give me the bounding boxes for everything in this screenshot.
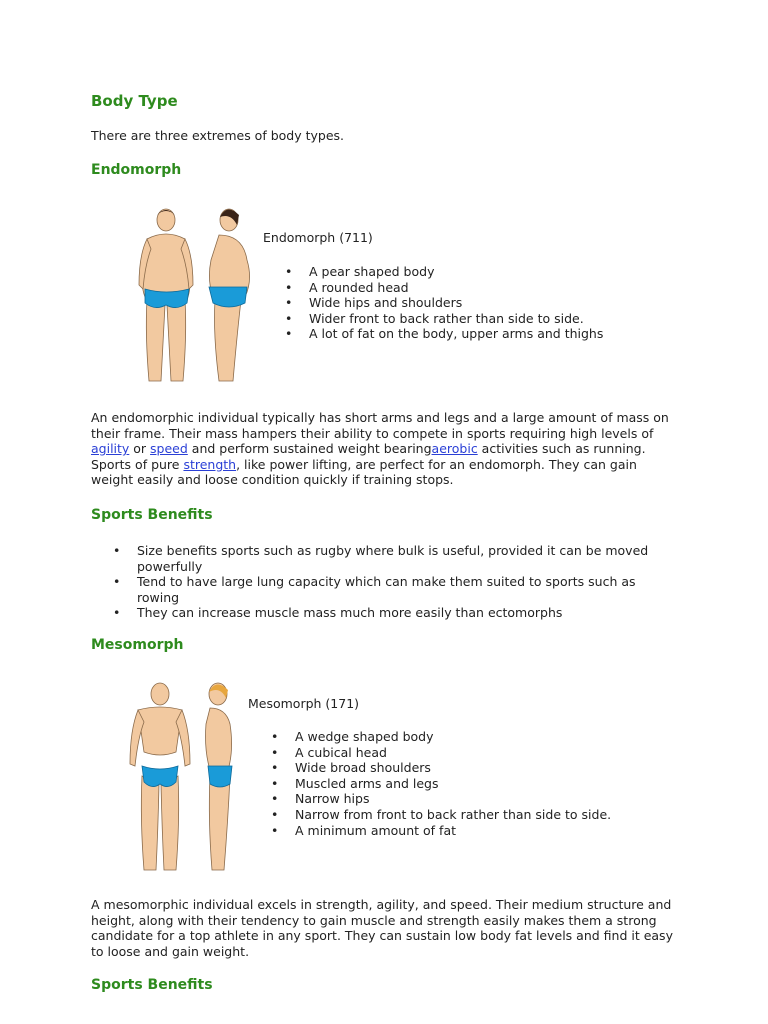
aerobic-link[interactable]: aerobic xyxy=(431,441,478,457)
text-span: An endomorphic individual typically has short arms and legs and a large amount of mass on their frame. Their mass hampers their ability to compete in sports requiring high levels of xyxy=(91,410,669,441)
endomorph-caption: Endomorph (711) xyxy=(263,230,373,245)
endomorph-benefits-list xyxy=(111,543,681,621)
speed-link[interactable]: speed xyxy=(150,441,188,457)
list-item: • Wide broad shoulders xyxy=(269,760,611,776)
mesomorph-description: A mesomorphic individual excels in strength, agility, and speed. Their medium structure and height, along with their tendency to gain muscle and strength easily makes them a strong candidate for a top athlete in any sport. They can sustain low body fat levels and find it easy to loose and gain weight. xyxy=(91,897,673,959)
endomorph-benefits-heading: Sports Benefits xyxy=(91,507,213,523)
list-item: • A pear shaped body xyxy=(283,264,603,280)
list-item: • Tend to have large lung capacity which can make them suited to sports such as rowing xyxy=(111,574,681,605)
list-item: • Narrow from front to back rather than side to side. xyxy=(269,807,611,823)
text-span: activities such as running. Sports of pure xyxy=(91,441,646,472)
list-item: • A cubical head xyxy=(269,745,611,761)
mesomorph-benefits-heading: Sports Benefits xyxy=(91,977,213,993)
page-title: Body Type xyxy=(91,92,178,110)
list-item: • They can increase muscle mass much more easily than ectomorphs xyxy=(111,605,681,621)
agility-link[interactable]: agility xyxy=(91,441,130,457)
list-item: • A minimum amount of fat xyxy=(269,823,611,839)
mesomorph-caption: Mesomorph (171) xyxy=(248,696,360,711)
endomorph-heading: Endomorph xyxy=(91,162,182,178)
text-span: , like power lifting, are perfect for an endomorph. They can gain weight easily and loose condition quickly if training stops. xyxy=(91,456,637,488)
intro-text: There are three extremes of body types. xyxy=(91,128,345,143)
endomorph-illustration xyxy=(133,205,259,389)
endomorph-description xyxy=(91,410,681,488)
list-item: • Muscled arms and legs xyxy=(269,776,611,792)
list-item: • A wedge shaped body xyxy=(269,729,611,745)
mesomorph-illustration xyxy=(126,680,244,874)
strength-link[interactable]: strength xyxy=(183,456,237,472)
list-item: • A lot of fat on the body, upper arms and thighs xyxy=(283,326,603,342)
text-span: and perform sustained weight bearing xyxy=(187,441,432,457)
list-item: • Wide hips and shoulders xyxy=(283,295,603,311)
endomorph-traits-list xyxy=(283,264,603,342)
mesomorph-heading: Mesomorph xyxy=(91,637,184,653)
text-span: or xyxy=(129,441,151,457)
list-item: • Narrow hips xyxy=(269,791,611,807)
list-item: • Wider front to back rather than side to side. xyxy=(283,311,603,327)
mesomorph-traits-list xyxy=(269,729,611,838)
list-item: • Size benefits sports such as rugby where bulk is useful, provided it can be moved powerfully xyxy=(111,543,681,574)
list-item: • A rounded head xyxy=(283,280,603,296)
